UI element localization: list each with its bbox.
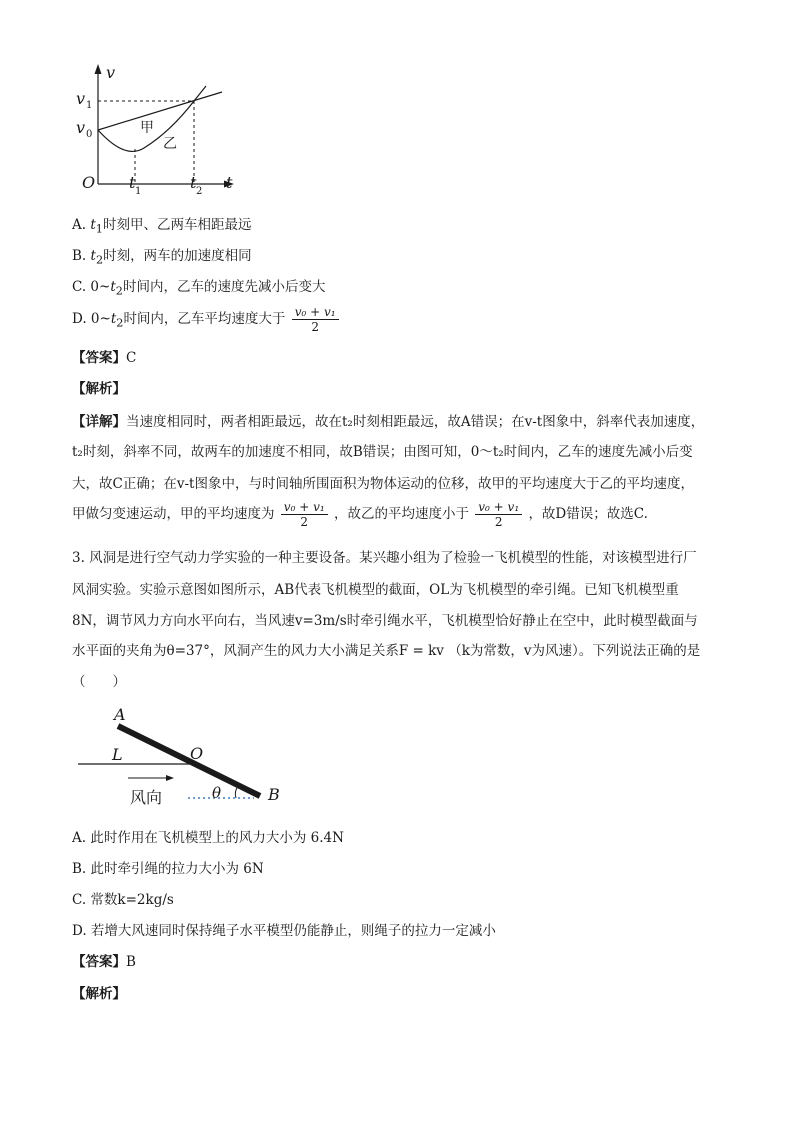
point-a-label: A (114, 705, 126, 724)
v1-label: v (76, 89, 86, 108)
v0-sub: 0 (86, 129, 93, 140)
q2-detail-line-2: t₂时刻，斜率不同，故两车的加速度不相同，故B错误；由图可知，0～t₂时间内，乙车的速度先减小后变 (72, 444, 693, 460)
q3-option-c: C. 常数k=2kg/s (72, 892, 174, 908)
point-o-label: O (190, 744, 204, 763)
q3-answer: 【答案】B (72, 954, 136, 970)
q3-text-line-1: 3. 风洞是进行空气动力学实验的一种主要设备。某兴趣小组为了检验一飞机模型的性能，对该模型进行厂 (72, 550, 697, 566)
yi-curve (98, 86, 206, 151)
q3-option-d: D. 若增大风速同时保持绳子水平模型仍能静止，则绳子的拉力一定减小 (72, 923, 496, 939)
q3-text-line-4: 水平面的夹角为θ=37°，风洞产生的风力大小满足关系F = kv （k为常数，v为风速）。下列说法正确的是 (72, 643, 701, 659)
q2-analysis-label: 【解析】 (72, 381, 126, 397)
q3-analysis-label: 【解析】 (72, 986, 126, 1002)
theta-label: θ (212, 784, 222, 802)
yi-label: 乙 (163, 136, 177, 152)
q2-detail-line-1: 【详解】当速度相同时，两者相距最远，故在t₂时刻相距最远，故A错误；在v-t图象中，斜率代表加速度， (72, 414, 705, 430)
t1-label: t (129, 173, 136, 192)
fraction-avg-jia: $\frac{\text{v₀ + v₁}}{2}$ (281, 500, 328, 529)
point-l-label: L (112, 745, 123, 764)
t2-sub: 2 (196, 186, 203, 197)
jia-line (98, 92, 222, 130)
wind-direction-label: 风向 (130, 788, 163, 807)
jia-label: 甲 (140, 120, 154, 136)
q2-answer: 【答案】C (72, 350, 137, 366)
origin-label: O (82, 173, 96, 192)
q3-text-line-3: 8N，调节风力方向水平向右，当风速v=3m/s时牵引绳水平，飞机模型恰好静止在空中，此时模型截面与 (72, 613, 698, 629)
v0-label: v (76, 118, 86, 137)
q2-option-b: B. $t_2$时刻，两车的加速度相同 (72, 248, 252, 267)
q2-detail-line-3: 大，故C正确；在v-t图象中，与时间轴所围面积为物体运动的位移，故甲的平均速度大于乙的平均速度， (72, 476, 694, 492)
q3-option-a: A. 此时作用在飞机模型上的风力大小为 6.4N (72, 830, 344, 846)
q2-option-c: C. $0\sim t_2$时间内，乙车的速度先减小后变大 (72, 279, 326, 298)
vt-graph (70, 60, 240, 200)
point-b-label: B (268, 785, 280, 804)
axis-v-label: v (106, 63, 116, 82)
q2-detail-line-4: 甲做匀变速运动，甲的平均速度为 $\frac{\text{v₀ + v₁}}{2}$ ，故乙的平均速度小于 $\frac{\text{v₀ + v₁}}{2}$ ，故D错误；故选C. (72, 500, 648, 529)
wind-arrow-head (166, 775, 174, 781)
q3-text-line-5: （ ） (72, 674, 126, 690)
fraction-v0-v1: $\frac{\text{v₀ + v₁}}{2}$ (292, 305, 339, 334)
wind-tunnel-figure (70, 700, 300, 810)
fraction-avg-yi: $\frac{\text{v₀ + v₁}}{2}$ (475, 500, 522, 529)
q2-option-a: A. $t_1$时刻甲、乙两车相距最远 (72, 217, 252, 236)
v1-sub: 1 (86, 100, 93, 111)
y-axis-arrow (95, 64, 102, 74)
q2-option-d: D. $0\sim t_2$时间内，乙车平均速度大于 $\frac{\text{v₀ + v₁}}{2}$ (72, 305, 341, 334)
q3-option-b: B. 此时牵引绳的拉力大小为 6N (72, 861, 264, 877)
axis-t-label: t (226, 173, 233, 192)
t1-sub: 1 (135, 186, 142, 197)
q3-text-line-2: 风洞实验。实验示意图如图所示，AB代表飞机模型的截面，OL为飞机模型的牵引绳。已知飞机模型重 (72, 582, 679, 598)
t2-label: t (190, 173, 197, 192)
model-ab (118, 726, 260, 796)
